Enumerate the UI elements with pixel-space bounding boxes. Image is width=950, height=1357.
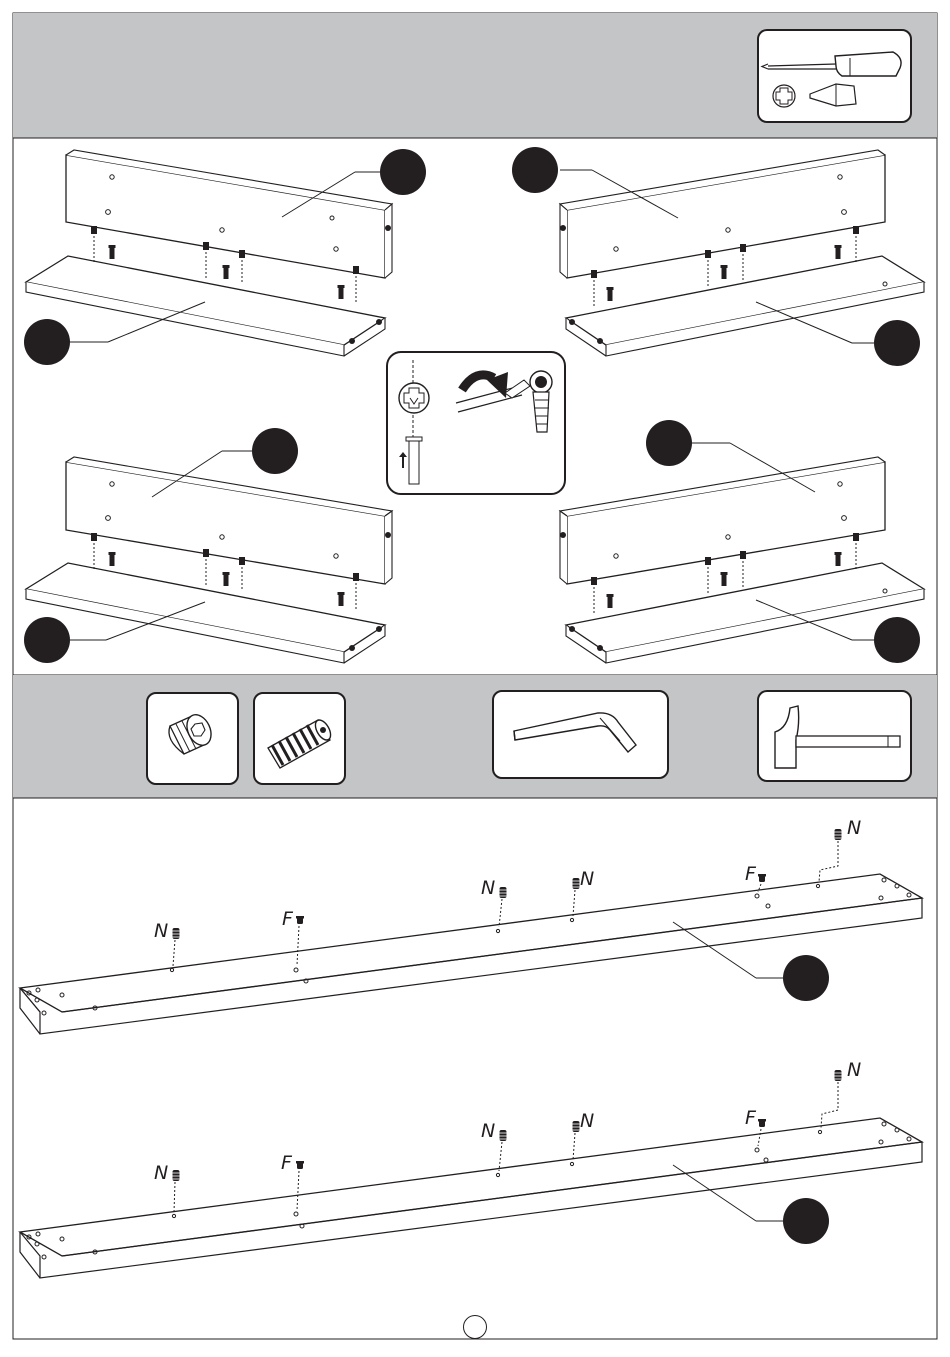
tool-box-screwdriver <box>758 30 911 122</box>
callout-circle <box>783 955 829 1001</box>
label-n: N <box>847 1059 862 1081</box>
label-n: N <box>481 1120 496 1142</box>
callout-circle <box>252 428 298 474</box>
callout-circle <box>24 617 70 663</box>
detail-inset-cam-lock <box>387 352 565 494</box>
label-f: F <box>745 863 756 885</box>
callout-circle <box>874 320 920 366</box>
label-n: N <box>580 868 595 890</box>
label-n: N <box>847 817 862 839</box>
callout-circle <box>24 319 70 365</box>
tool-box-allen-key <box>493 691 668 778</box>
label-n: N <box>154 920 169 942</box>
label-f: F <box>745 1107 756 1129</box>
callout-circle <box>380 149 426 195</box>
callout-circle <box>874 617 920 663</box>
label-n: N <box>580 1110 595 1132</box>
label-n: N <box>154 1162 169 1184</box>
label-f: F <box>282 908 293 930</box>
callout-circle <box>512 147 558 193</box>
label-f: F <box>281 1152 292 1174</box>
tool-box-threaded-insert <box>254 693 345 784</box>
tool-box-insert-nut <box>147 693 238 784</box>
callout-circle <box>646 420 692 466</box>
callout-circle <box>783 1198 829 1244</box>
tool-box-hammer <box>758 691 911 781</box>
page-number-circle <box>464 1316 487 1339</box>
label-n: N <box>481 877 496 899</box>
